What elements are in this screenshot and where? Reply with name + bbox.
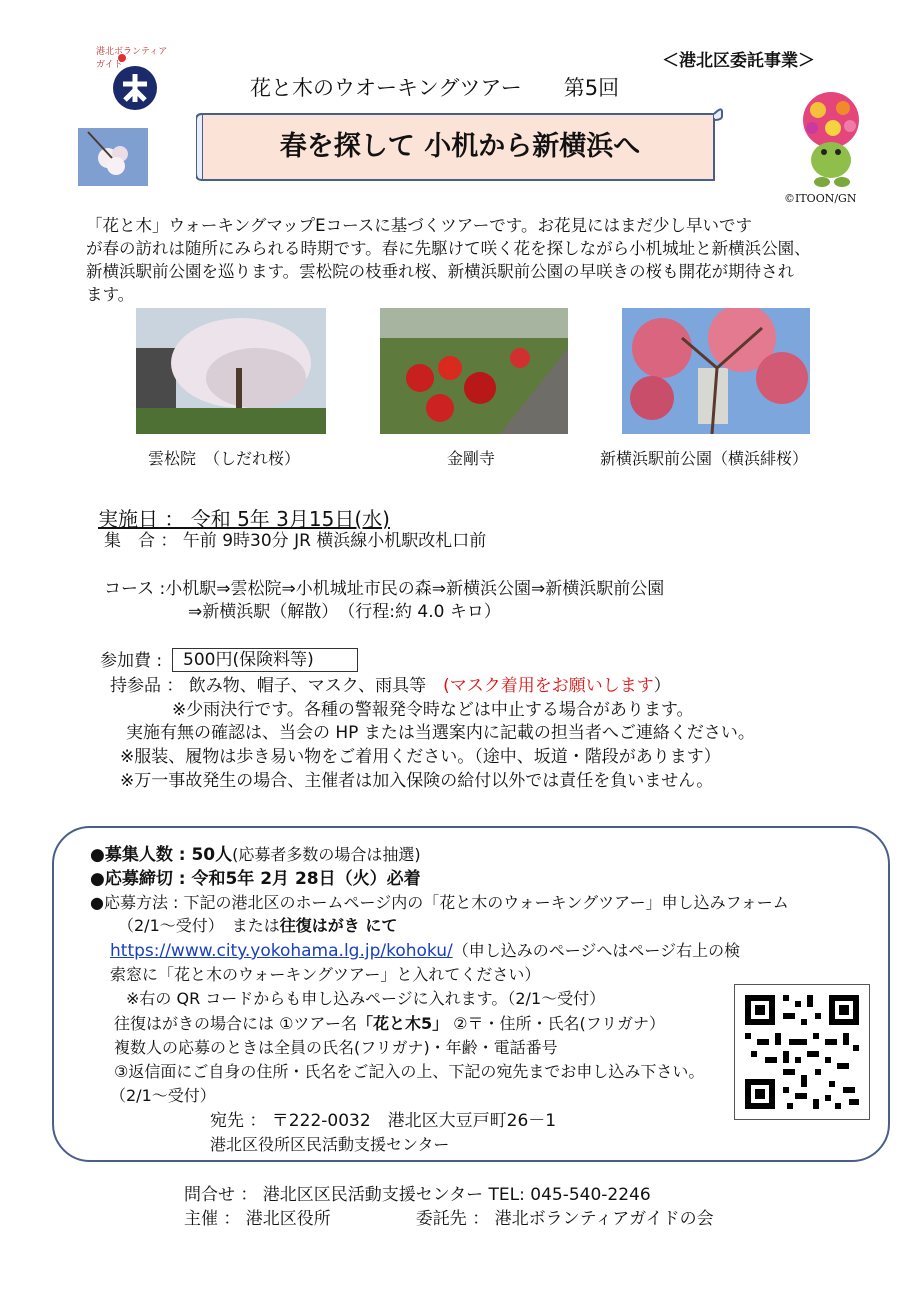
method: ●応募方法 : 下記の港北区のホームページ内の「花と木のウォーキングツアー」申し込みフォーム — [90, 893, 789, 912]
logo — [96, 44, 174, 122]
mask-note: (マスク着用をお願いします — [443, 676, 654, 696]
fee-value: 500円(保険料等) — [183, 650, 314, 670]
meeting-place: 集 合 ： 午前 9時30分 JR 横浜線小机駅改札口前 — [104, 531, 487, 551]
series-title: 花と木のウオーキングツアー 第5回 — [250, 76, 620, 100]
postcard-text-c: ②〒・住所・氏名(フリガナ） — [448, 1014, 665, 1033]
url-line — [110, 940, 740, 962]
tour-name: 「花と木5」 — [356, 1014, 449, 1033]
method-online-accept: （2/1～受付） または — [118, 916, 280, 935]
deadline — [90, 868, 421, 890]
photo-shinyokohama-park-cherry — [622, 308, 810, 434]
address: 宛先 ： 〒222-0032 港北区大豆戸町26－1 — [210, 1111, 557, 1131]
photo-caption: 雲松院 （しだれ桜） — [148, 449, 301, 468]
organizer: 主催 ： 港北区役所 委託先 ： 港北ボランティアガイドの会 — [184, 1209, 714, 1229]
method-line-2 — [118, 915, 397, 937]
deadline-value: 2月 28日（火）必着 — [260, 869, 421, 889]
photo-unshoin-weeping-cherry — [136, 308, 326, 434]
postcard-text-a: 往復はがきの場合には ①ツアー名 — [114, 1014, 357, 1033]
search-instruction: 索窓に「花と木のウォーキングツアー」と入れてください） — [110, 965, 541, 984]
course-line-2: ⇒新横浜駅（解散） （行程:約 4.0 キロ） — [188, 602, 501, 622]
inquiry-contact: 問合せ ： 港北区区民活動支援センター TEL: 045-540-2246 — [184, 1185, 651, 1205]
url-note: （申し込みのページへはページ右上の検 — [452, 941, 741, 960]
event-date: 実施日 ： 令和 5年 3月15日(水) — [98, 507, 390, 531]
intro-line: 「花と木」ウォーキングマップEコースに基づくツアーです。お花見にはまだ少し早いです — [86, 216, 752, 235]
note-confirm: 実施有無の確認は、当会の HP または当選案内に記載の担当者へご連絡ください。 — [126, 723, 755, 743]
postcard-instruction — [114, 1013, 665, 1035]
intro-line: ます。 — [86, 285, 135, 304]
multi-applicant: 複数人の応募のときは全員の氏名(フリガナ)・年齢・電話番号 — [114, 1038, 558, 1057]
capacity-label: ●募集人数 : — [90, 845, 192, 865]
capacity-value: 50人 — [191, 845, 233, 865]
intro-text — [86, 214, 846, 306]
intro-line: 新横浜駅前公園を巡ります。雲松院の枝垂れ桜、新横浜駅前公園の早咲きの桜も開花が期待され — [86, 262, 795, 281]
qr-instruction: ※右の QR コードからも申し込みページに入れます。（2/1～受付） — [126, 989, 606, 1008]
logo-text: 港北ボランティアガイド — [96, 47, 168, 70]
note-rain: ※少雨決行です。各種の警報発令時などは中止する場合があります。 — [172, 700, 694, 720]
deadline-label: ●応募締切 : 令和5年 — [90, 869, 261, 889]
page-title: 春を探して 小机から新横浜へ — [279, 131, 641, 162]
mascot-flower-bear — [788, 90, 874, 190]
qr-code-icon — [735, 985, 869, 1119]
bring-items-text: 持参品 ： 飲み物、帽子、マスク、雨具等 — [110, 676, 444, 696]
bring-items — [110, 675, 671, 697]
fee-label: 参加費 : — [100, 651, 163, 671]
kohoku-url-link[interactable]: https://www.city.yokohama.lg.jp/kohoku/ — [110, 941, 453, 961]
photo-caption: 金剛寺 — [447, 449, 496, 468]
photo-kongoji — [380, 308, 568, 434]
return-instruction: ③返信面にご自身の住所・氏名をご記入の上、下記の宛先までお申し込み下さい。 — [114, 1062, 705, 1081]
accept-date: （2/1～受付） — [110, 1086, 216, 1105]
intro-line: が春の訪れは随所にみられる時期です。春に先駆けて咲く花を探しながら小机城址と新横浜公園、 — [86, 239, 811, 258]
note-accident: ※万一事故発生の場合、主催者は加入保険の給付以外では責任を負いません。 — [120, 771, 714, 791]
note-clothing: ※服装、履物は歩き易い物をご着用ください。（途中、坂道・階段があります） — [120, 747, 721, 767]
method-postcard: 往復はがき にて — [279, 916, 398, 935]
cherry-blossom-thumbnail — [78, 128, 148, 186]
capacity-note: (応募者多数の場合は抽選) — [232, 845, 421, 864]
entrusted-label: ＜港北区委託事業＞ — [662, 51, 815, 71]
course-line: コース :小机駅⇒雲松院⇒小机城址市民の森⇒新横浜公園⇒新横浜駅前公園 — [104, 579, 665, 599]
bring-items-close: ） — [653, 676, 671, 696]
qr-code[interactable] — [734, 984, 870, 1120]
fee-box — [172, 648, 358, 672]
capacity — [90, 844, 421, 866]
copyright: ©ITOON/GN — [784, 192, 857, 205]
photo-caption: 新横浜駅前公園（横浜緋桜） — [600, 449, 809, 468]
address-center: 港北区役所区民活動支援センター — [210, 1135, 450, 1154]
